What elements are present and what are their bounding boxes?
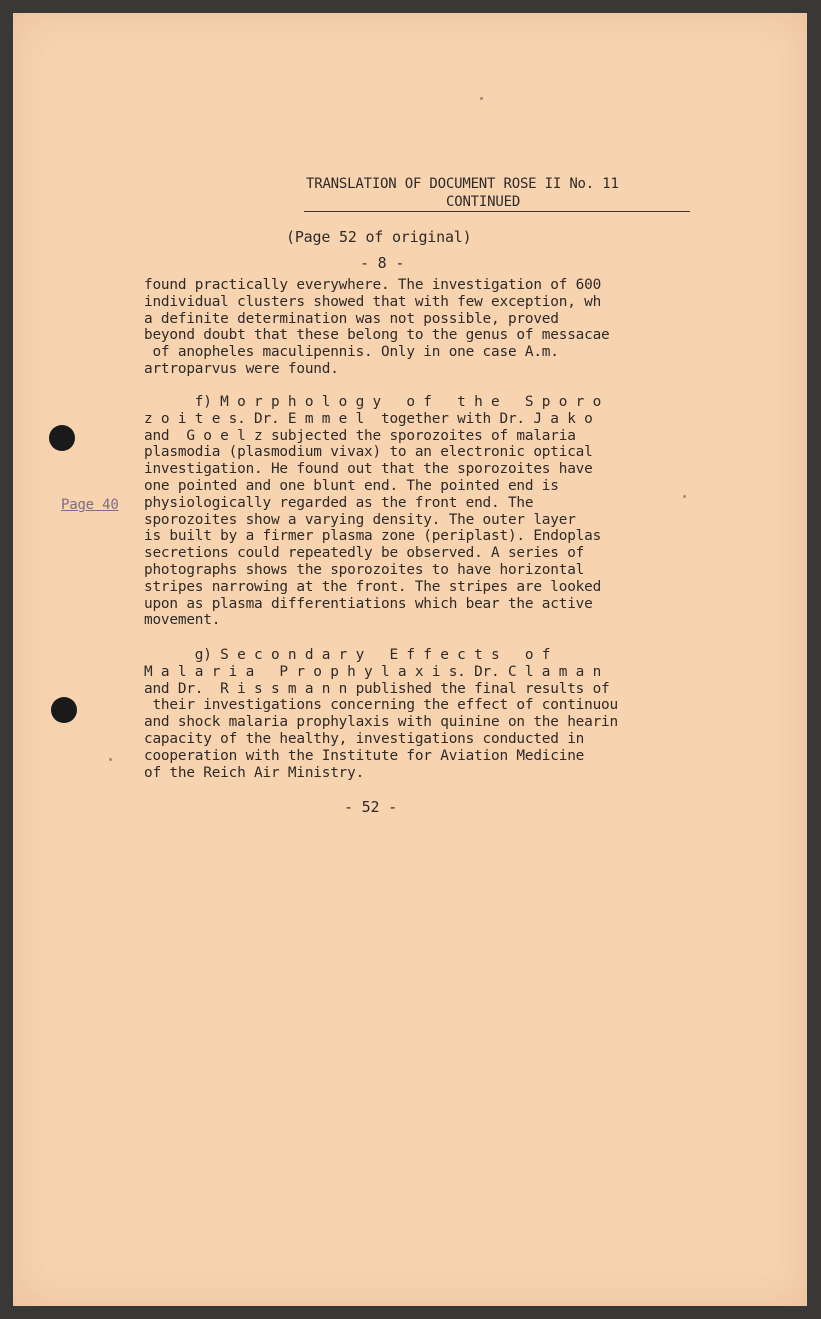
paragraph-secondary-effects: g) S e c o n d a r y E f f e c t s o f M a l a r i a P r o p h y l a x i s. Dr. C l a m a n and Dr. R i s s m a n n published the final results of their investigations concerning the effect of continuou and shock malaria prophylaxis with quinine on the hearin capacity of the healthy, investigations conducted in cooperation with the Institute for Aviation Medicine of the Reich Air Ministry. xyxy=(144,647,618,781)
header-underline xyxy=(304,211,690,212)
punch-hole-bottom xyxy=(51,697,77,723)
document-header-continued: CONTINUED xyxy=(446,194,521,210)
paper-speck xyxy=(109,758,112,761)
paper-speck xyxy=(480,97,483,100)
footer-page-number: - 52 - xyxy=(344,798,397,816)
punch-hole-top xyxy=(49,425,75,451)
document-header-title: TRANSLATION OF DOCUMENT ROSE II No. 11 xyxy=(306,176,619,192)
page-number: - 8 - xyxy=(360,254,405,272)
paper-speck xyxy=(683,495,686,498)
margin-page-note: Page 40 xyxy=(61,497,119,513)
paragraph-clusters: found practically everywhere. The investigation of 600 individual clusters showed that with few exception, wh a definite determination was not possible, proved beyond doubt that these belong to the genus of messacae of anopheles maculipennis. Only in one case A.m. artroparvus were found. xyxy=(144,277,610,377)
page-of-original: (Page 52 of original) xyxy=(286,228,472,246)
paragraph-morphology: f) M o r p h o l o g y o f t h e S p o r o z o i t e s. Dr. E m m e l together with Dr. J a k o and G o e l z subjected the sporozoites of malaria plasmodia (plasmodium vivax) to an electronic optical investigation. He found out that the sporozoites have one pointed and one blunt end. The pointed end is physiologically regarded as the front end. The sporozoites show a varying density. The outer layer is built by a firmer plasma zone (periplast). Endoplas secretions could repeatedly be observed. A series of photographs shows the sporozoites to have horizontal stripes narrowing at the front. The stripes are looked upon as plasma differentiations which bear the active movement. xyxy=(144,394,602,629)
